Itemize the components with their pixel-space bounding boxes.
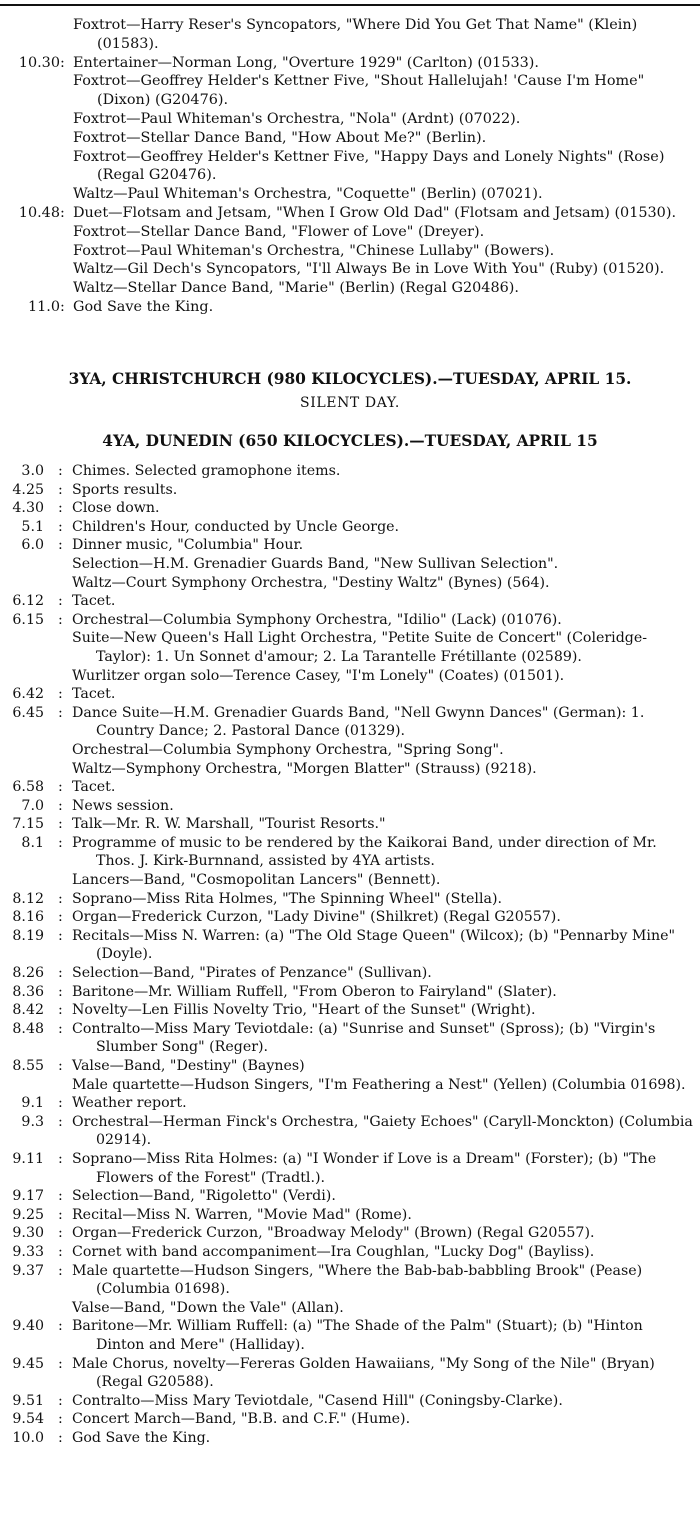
time-colon: : [60,298,65,315]
entry-time: 8.1 [21,834,44,851]
time-colon: : [58,983,63,1000]
schedule-entry [0,242,700,261]
schedule-entry [0,1057,700,1076]
time-colon: : [58,1095,63,1112]
entry-text: Dance Suite—H.M. Grenadier Guards Band, "Nell Gwynn Dances" (German): 1. Country Dance; 2. Pastoral Dance (01329). [72,704,645,740]
time-colon: : [58,500,63,517]
entry-text: Sports results. [72,481,178,498]
entry-text: Foxtrot—Stellar Dance Band, "How About Me?" (Berlin). [73,129,487,146]
schedule-entry [0,1224,700,1243]
entry-text: Lancers—Band, "Cosmopolitan Lancers" (Bennett). [72,872,441,889]
schedule-entry [0,667,700,686]
entry-time: 9.45 [12,1355,44,1372]
entry-time: 9.1 [21,1095,44,1112]
entry-text: Dinner music, "Columbia" Hour. [72,537,304,554]
entry-text: Foxtrot—Geoffrey Helder's Kettner Five, "Shout Hallelujah! 'Cause I'm Home" (Dixon) (G20476). [73,73,645,109]
heading-3ya: 3YA, CHRISTCHURCH (980 KILOCYCLES).—TUESDAY, APRIL 15. [68,370,632,388]
entry-time: 8.26 [12,965,44,982]
entry-text: Valse—Band, "Destiny" (Baynes) [72,1058,305,1074]
schedule-entry [0,834,700,871]
entry-time: 11.0 [27,298,60,315]
schedule-entry [0,741,700,760]
entry-time: 9.33 [12,1243,44,1260]
entry-time: 3.0 [21,463,44,479]
entry-time: 7.0 [21,797,44,814]
entry-text: Close down. [72,500,160,517]
time-colon: : [58,704,63,721]
entry-text: Waltz—Paul Whiteman's Orchestra, "Coquette" (Berlin) (07021). [73,186,543,203]
time-colon: : [58,909,63,926]
time-colon: : [58,537,63,554]
time-colon: : [58,816,63,833]
schedule-entry [0,110,700,129]
entry-time: 6.45 [12,704,44,721]
entry-text: Programme of music to be rendered by the Kaikorai Band, under direction of Mr. Thos. J. Kirk-Burnnand, assisted by 4YA artists. [72,834,657,870]
schedule-entry [0,611,700,630]
time-colon: : [58,1243,63,1260]
entry-time: 6.42 [12,686,44,703]
entry-time: 6.58 [12,779,44,796]
schedule-entry [0,481,700,500]
entry-text: Recitals—Miss N. Warren: (a) "The Old Stage Queen" (Wilcox); (b) "Pennarby Mine" (Doyle). [72,927,676,963]
schedule-entry [0,592,700,611]
schedule-entry [0,223,700,242]
schedule-entry [0,629,700,666]
entry-text: Soprano—Miss Rita Holmes, "The Spinning Wheel" (Stella). [72,890,503,907]
schedule-entry [0,1262,700,1299]
entry-text: Male quartette—Hudson Singers, "Where the Bab-bab-babbling Brook" (Pease) (Columbia 01698). [72,1262,643,1298]
entry-time: 8.19 [12,927,44,944]
schedule-entry [0,760,700,779]
schedule-entry [0,72,700,110]
schedule-entry [0,204,700,223]
entry-text: Foxtrot—Stellar Dance Band, "Flower of Love" (Dreyer). [73,223,485,240]
entry-text: Selection—Band, "Pirates of Penzance" (Sullivan). [72,965,432,982]
time-colon: : [58,1020,63,1037]
entry-text: News session. [72,797,174,814]
entry-text: Soprano—Miss Rita Holmes: (a) "I Wonder if Love is a Dream" (Forster); (b) "The Flowers of the Forest" (Tradtl.). [72,1150,657,1186]
time-colon: : [58,481,63,498]
entry-time: 8.55 [12,1058,44,1074]
entry-text: Waltz—Gil Dech's Syncopators, "I'll Always Be in Love With You" (Ruby) (01520). [73,261,665,278]
entry-time: 6.0 [21,537,44,554]
schedule-entry [0,499,700,518]
time-colon: : [58,890,63,907]
entry-text: Wurlitzer organ solo—Terence Casey, "I'm Lonely" (Coates) (01501). [72,667,565,684]
entry-text: Concert March—Band, "B.B. and C.F." (Hume). [72,1411,411,1428]
schedule-entry [0,890,700,909]
schedule-entry [0,815,700,834]
schedule-entry [0,185,700,204]
entry-text: Tacet. [72,779,116,796]
time-colon: : [58,834,63,851]
entry-text: Tacet. [72,686,116,703]
entry-text: Foxtrot—Geoffrey Helder's Kettner Five, "Happy Days and Lonely Nights" (Rose) (Regal G20476). [73,148,665,184]
entry-time: 10.48 [18,204,60,221]
schedule-entry [0,1076,700,1095]
entry-text: Tacet. [72,593,116,610]
entry-text: Organ—Frederick Curzon, "Broadway Melody" (Brown) (Regal G20557). [72,1225,595,1242]
schedule-4ya-section [0,462,700,1447]
schedule-entry [0,797,700,816]
entry-text: Male Chorus, novelty—Fereras Golden Hawaiians, "My Song of the Nile" (Bryan) (Regal G20588). [72,1355,655,1391]
time-colon: : [58,1058,63,1074]
schedule-entry [0,1020,700,1057]
entry-time: 4.25 [12,481,44,498]
entry-time: 9.3 [21,1113,44,1130]
entry-text: Orchestral—Columbia Symphony Orchestra, "Spring Song". [72,741,504,758]
schedule-entry [0,983,700,1002]
entry-time: 6.12 [12,593,44,610]
time-colon: : [58,1206,63,1223]
entry-text: Novelty—Len Fillis Novelty Trio, "Heart of the Sunset" (Wright). [72,1002,536,1019]
entry-text: Foxtrot—Harry Reser's Syncopators, "Where Did You Get That Name" (Klein) (01583). [73,17,638,52]
schedule-top-section [0,16,700,317]
schedule-entry [0,462,700,481]
entry-time: 6.15 [12,611,44,628]
entry-time: 8.12 [12,890,44,907]
entry-text: Foxtrot—Paul Whiteman's Orchestra, "Chinese Lullaby" (Bowers). [73,242,555,259]
entry-time: 4.30 [12,500,44,517]
schedule-entry [0,927,700,964]
entry-text: Baritone—Mr. William Ruffell, "From Oberon to Fairyland" (Slater). [72,983,557,1000]
schedule-entry [0,298,700,317]
entry-time: 9.11 [12,1150,44,1167]
time-colon: : [58,1150,63,1167]
heading-4ya: 4YA, DUNEDIN (650 KILOCYCLES).—TUESDAY, APRIL 15 [102,432,598,450]
schedule-entry [0,536,700,555]
time-colon: : [58,1355,63,1372]
entry-time: 7.15 [12,816,44,833]
entry-text: Contralto—Miss Mary Teviotdale: (a) "Sunrise and Sunset" (Spross); (b) "Virgin's Slumber Song" (Reger). [72,1020,656,1056]
entry-text: Entertainer—Norman Long, "Overture 1929" (Carlton) (01533). [73,54,539,71]
schedule-entry [0,1001,700,1020]
entry-time: 10.30 [18,54,60,71]
entry-text: Valse—Band, "Down the Vale" (Allan). [72,1299,344,1316]
time-colon: : [60,204,65,221]
entry-text: Male quartette—Hudson Singers, "I'm Feathering a Nest" (Yellen) (Columbia 01698). [72,1076,686,1093]
time-colon: : [58,463,63,479]
entry-time: 8.36 [12,983,44,1000]
schedule-entry [0,1355,700,1392]
time-colon: : [58,797,63,814]
schedule-entry [0,518,700,537]
time-colon: : [58,1392,63,1409]
schedule-entry [0,778,700,797]
entry-time: 9.40 [12,1318,44,1335]
entry-time: 9.37 [12,1262,44,1279]
time-colon: : [58,927,63,944]
entry-text: Cornet with band accompaniment—Ira Coughlan, "Lucky Dog" (Bayliss). [72,1243,595,1260]
schedule-entry [0,1392,700,1411]
entry-time: 5.1 [21,518,44,535]
time-colon: : [58,1262,63,1279]
entry-text: Contralto—Miss Mary Teviotdale, "Casend Hill" (Coningsby-Clarke). [72,1392,563,1409]
schedule-entry [0,574,700,593]
entry-text: Waltz—Stellar Dance Band, "Marie" (Berlin) (Regal G20486). [73,280,519,297]
schedule-entry [0,279,700,298]
entry-text: Recital—Miss N. Warren, "Movie Mad" (Rome). [72,1206,412,1223]
entry-text: Talk—Mr. R. W. Marshall, "Tourist Resorts." [72,816,386,833]
entry-time: 10.0 [12,1429,44,1446]
schedule-entry [0,1094,700,1113]
time-colon: : [58,518,63,535]
schedule-entry [0,555,700,574]
entry-time: 8.42 [12,1002,44,1019]
time-colon: : [58,1318,63,1335]
entry-text: Chimes. Selected gramophone items. [72,463,341,479]
schedule-entry [0,871,700,890]
schedule-entry [0,704,700,741]
time-colon: : [58,1002,63,1019]
schedule-entry [0,1410,700,1429]
schedule-entry [0,54,700,73]
entry-text: God Save the King. [73,298,214,315]
top-rule [0,4,700,6]
schedule-entry [0,129,700,148]
entry-text: Orchestral—Columbia Symphony Orchestra, "Idilio" (Lack) (01076). [72,611,562,628]
entry-text: Baritone—Mr. William Ruffell: (a) "The Shade of the Palm" (Stuart); (b) "Hinton Dinton and Mere" (Halliday). [72,1318,643,1353]
schedule-entry [0,1113,700,1150]
entry-text: Foxtrot—Paul Whiteman's Orchestra, "Nola" (Ardnt) (07022). [73,110,521,127]
silent-day-label: SILENT DAY. [300,395,400,411]
entry-text: Waltz—Court Symphony Orchestra, "Destiny Waltz" (Bynes) (564). [72,574,550,591]
schedule-entry [0,1299,700,1318]
entry-text: God Save the King. [72,1429,211,1446]
schedule-entry [0,148,700,186]
entry-text: Selection—Band, "Rigoletto" (Verdi). [72,1188,336,1205]
entry-time: 8.16 [12,909,44,926]
entry-text: Suite—New Queen's Hall Light Orchestra, "Petite Suite de Concert" (Coleridge-Taylor): 1. Un Sonnet d'amour; 2. La Tarantelle Frétillante (02589). [72,630,648,665]
time-colon: : [58,686,63,703]
entry-time: 8.48 [12,1020,44,1037]
schedule-entry [0,685,700,704]
entry-text: Orchestral—Herman Finck's Orchestra, "Gaiety Echoes" (Caryll-Monckton) (Columbia 02914). [72,1113,693,1149]
schedule-entry [0,908,700,927]
schedule-entry [0,260,700,279]
schedule-entry [0,1317,700,1354]
time-colon: : [58,593,63,610]
time-colon: : [58,1429,63,1446]
entry-text: Duet—Flotsam and Jetsam, "When I Grow Old Dad" (Flotsam and Jetsam) (01530). [73,204,677,221]
time-colon: : [60,54,65,71]
schedule-entry [0,1150,700,1187]
schedule-entry [0,964,700,983]
schedule-entry [0,1187,700,1206]
entry-text: Waltz—Symphony Orchestra, "Morgen Blatter" (Strauss) (9218). [72,760,537,777]
time-colon: : [58,965,63,982]
time-colon: : [58,611,63,628]
time-colon: : [58,779,63,796]
entry-time: 9.30 [12,1225,44,1242]
entry-time: 9.25 [12,1206,44,1223]
schedule-entry [0,1429,700,1448]
time-colon: : [58,1113,63,1130]
entry-time: 9.54 [12,1411,44,1428]
entry-text: Weather report. [72,1095,187,1112]
entry-text: Children's Hour, conducted by Uncle George. [72,518,400,535]
schedule-entry [0,16,700,54]
schedule-entry [0,1243,700,1262]
entry-text: Organ—Frederick Curzon, "Lady Divine" (Shilkret) (Regal G20557). [72,909,561,926]
entry-time: 9.17 [12,1188,44,1205]
entry-time: 9.51 [12,1392,44,1409]
entry-text: Selection—H.M. Grenadier Guards Band, "New Sullivan Selection". [72,555,559,572]
time-colon: : [58,1225,63,1242]
time-colon: : [58,1188,63,1205]
time-colon: : [58,1411,63,1428]
schedule-entry [0,1206,700,1225]
